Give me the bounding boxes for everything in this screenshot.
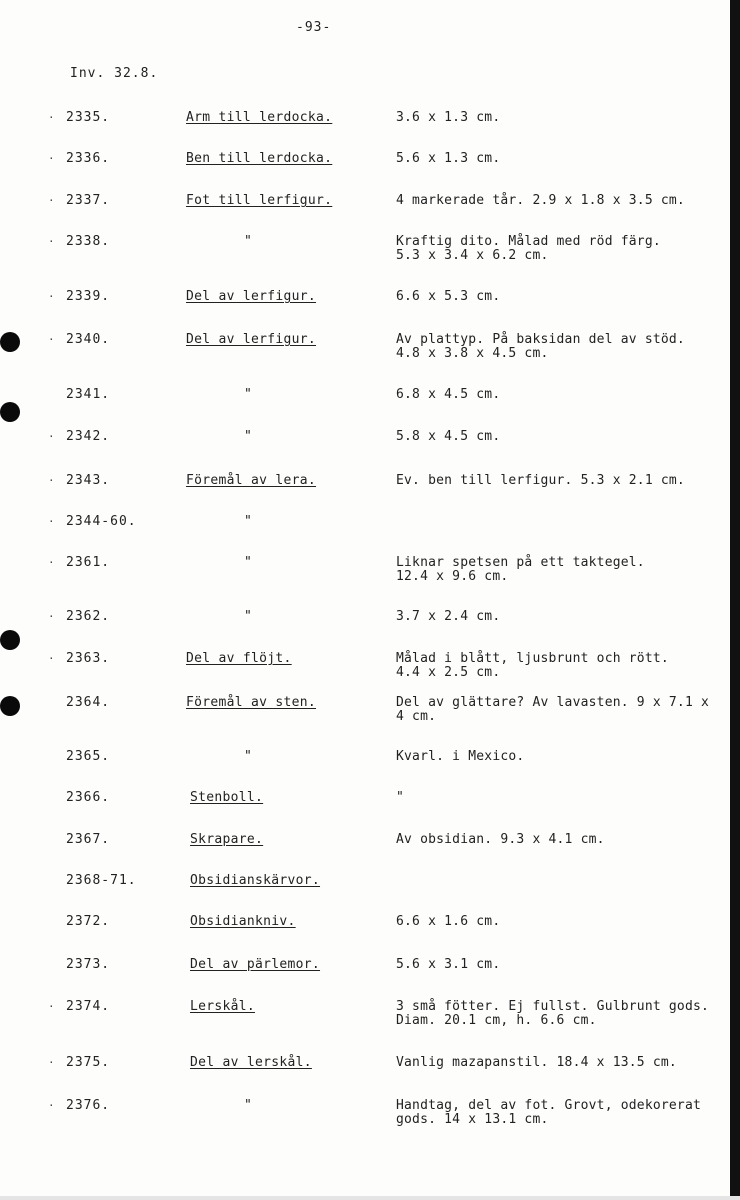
- entry-description: 6.6 x 5.3 cm.: [396, 289, 501, 304]
- entry-name: Föremål av lera.: [186, 473, 317, 488]
- entry-name: Del av lerskål.: [190, 1055, 312, 1070]
- entry-description: 5.8 x 4.5 cm.: [396, 429, 501, 444]
- entry-number: 2376.: [66, 1098, 111, 1113]
- entry-number: 2344-60.: [66, 514, 137, 529]
- entry-description: 5.6 x 3.1 cm.: [396, 957, 501, 972]
- entry-check-mark: ·: [48, 152, 55, 165]
- entry-number: 2362.: [66, 609, 111, 624]
- punch-hole-icon: [0, 402, 20, 422]
- entry-description: Ev. ben till lerfigur. 5.3 x 2.1 cm.: [396, 473, 685, 488]
- entry-check-mark: ·: [48, 111, 55, 124]
- entry-number: 2374.: [66, 999, 111, 1014]
- entry-check-mark: ·: [48, 556, 55, 569]
- entry-description: Av plattyp. På baksidan del av stöd. 4.8 x 3.8 x 4.5 cm.: [396, 332, 685, 361]
- entry-number: 2335.: [66, 110, 111, 125]
- entry-number: 2365.: [66, 749, 111, 764]
- entry-number: 2361.: [66, 555, 111, 570]
- entry-description: Handtag, del av fot. Grovt, odekorerat gods. 14 x 13.1 cm.: [396, 1098, 702, 1127]
- entry-number: 2364.: [66, 695, 111, 710]
- entry-check-mark: ·: [48, 194, 55, 207]
- entry-number: 2372.: [66, 914, 111, 929]
- entry-check-mark: ·: [48, 290, 55, 303]
- entry-name: Del av lerfigur.: [186, 289, 317, 304]
- entry-check-mark: ·: [48, 652, 55, 665]
- entry-name: Del av lerfigur.: [186, 332, 317, 347]
- entry-number: 2338.: [66, 234, 111, 249]
- entry-number: 2336.: [66, 151, 111, 166]
- entry-number: 2340.: [66, 332, 111, 347]
- entry-check-mark: ·: [48, 1099, 55, 1112]
- entry-number: 2363.: [66, 651, 111, 666]
- entry-name: Lerskål.: [190, 999, 256, 1014]
- entry-name-ditto: ": [244, 609, 253, 624]
- entry-number: 2367.: [66, 832, 111, 847]
- entry-name: Del av pärlemor.: [190, 957, 321, 972]
- entry-check-mark: ·: [48, 235, 55, 248]
- entry-name: Skrapare.: [190, 832, 264, 847]
- entry-number: 2366.: [66, 790, 111, 805]
- entry-description: Vanlig mazapanstil. 18.4 x 13.5 cm.: [396, 1055, 677, 1070]
- entry-description: Kraftig dito. Målad med röd färg. 5.3 x 3.4 x 6.2 cm.: [396, 234, 661, 263]
- entry-description: 3.6 x 1.3 cm.: [396, 110, 501, 125]
- entry-description: 3 små fötter. Ej fullst. Gulbrunt gods. Diam. 20.1 cm, h. 6.6 cm.: [396, 999, 710, 1028]
- entry-number: 2343.: [66, 473, 111, 488]
- entry-number: 2337.: [66, 193, 111, 208]
- entry-name-ditto: ": [244, 429, 253, 444]
- punch-hole-icon: [0, 630, 20, 650]
- scan-edge-right: [730, 0, 740, 1200]
- page-number: -93-: [296, 20, 332, 35]
- entry-number: 2368-71.: [66, 873, 137, 888]
- scan-edge-bottom: [0, 1196, 740, 1200]
- entry-name-ditto: ": [244, 555, 253, 570]
- entry-check-mark: ·: [48, 474, 55, 487]
- entry-name-ditto: ": [244, 234, 253, 249]
- entry-check-mark: ·: [48, 1000, 55, 1013]
- entry-check-mark: ·: [48, 610, 55, 623]
- entry-description: Av obsidian. 9.3 x 4.1 cm.: [396, 832, 605, 847]
- punch-hole-icon: [0, 696, 20, 716]
- entry-number: 2375.: [66, 1055, 111, 1070]
- entry-name: Ben till lerdocka.: [186, 151, 333, 166]
- entry-description: Liknar spetsen på ett taktegel. 12.4 x 9.6 cm.: [396, 555, 645, 584]
- entry-name-ditto: ": [244, 514, 253, 529]
- entry-description: Målad i blått, ljusbrunt och rött. 4.4 x 2.5 cm.: [396, 651, 669, 680]
- entry-description: 5.6 x 1.3 cm.: [396, 151, 501, 166]
- entry-name: Obsidianskärvor.: [190, 873, 321, 888]
- entry-name: Arm till lerdocka.: [186, 110, 333, 125]
- entry-name-ditto: ": [244, 749, 253, 764]
- entry-name: Obsidiankniv.: [190, 914, 296, 929]
- entry-name: Föremål av sten.: [186, 695, 317, 710]
- entry-name: Fot till lerfigur.: [186, 193, 333, 208]
- entry-description: Kvarl. i Mexico.: [396, 749, 525, 764]
- entry-number: 2341.: [66, 387, 111, 402]
- punch-hole-icon: [0, 332, 20, 352]
- entry-name-ditto: ": [244, 1098, 253, 1113]
- entry-description: 4 markerade tår. 2.9 x 1.8 x 3.5 cm.: [396, 193, 685, 208]
- entry-name: Del av flöjt.: [186, 651, 292, 666]
- entry-number: 2342.: [66, 429, 111, 444]
- entry-check-mark: ·: [48, 1056, 55, 1069]
- entry-check-mark: ·: [48, 515, 55, 528]
- entry-description: 3.7 x 2.4 cm.: [396, 609, 501, 624]
- entry-description: ": [396, 790, 405, 805]
- entry-number: 2373.: [66, 957, 111, 972]
- entry-name: Stenboll.: [190, 790, 264, 805]
- entry-name-ditto: ": [244, 387, 253, 402]
- entry-description: 6.8 x 4.5 cm.: [396, 387, 501, 402]
- entry-description: Del av glättare? Av lavasten. 9 x 7.1 x 4 cm.: [396, 695, 710, 724]
- entry-check-mark: ·: [48, 333, 55, 346]
- entry-number: 2339.: [66, 289, 111, 304]
- inventory-header: Inv. 32.8.: [70, 66, 159, 81]
- entry-check-mark: ·: [48, 430, 55, 443]
- entry-description: 6.6 x 1.6 cm.: [396, 914, 501, 929]
